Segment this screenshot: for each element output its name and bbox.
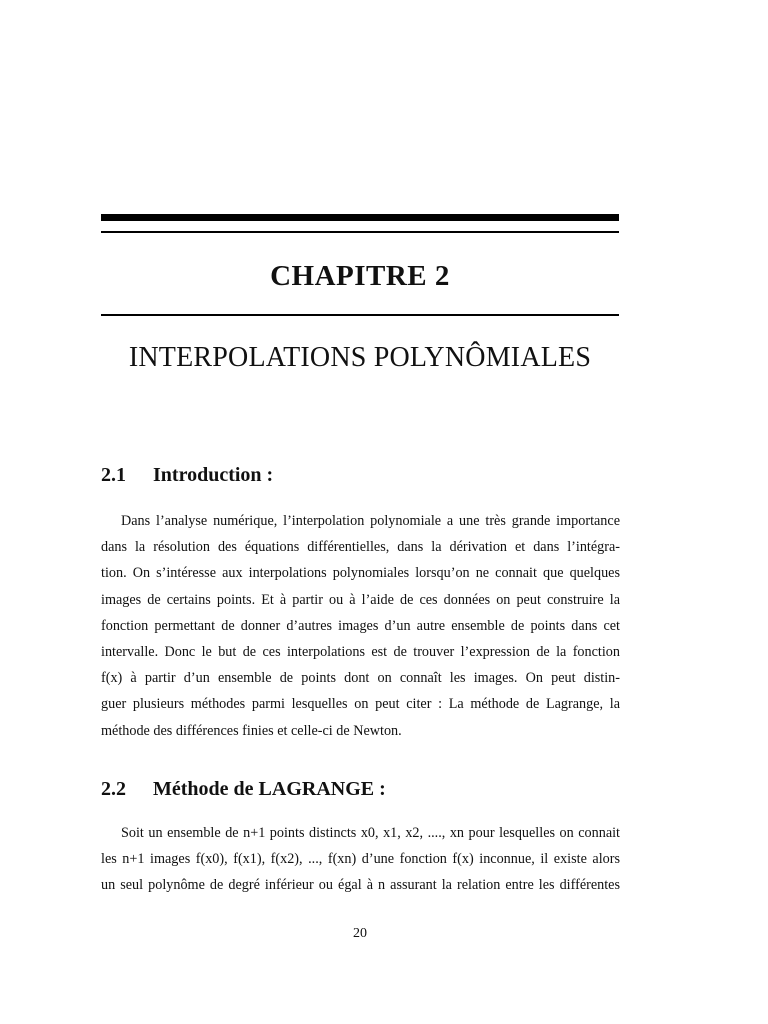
- chapter-label: CHAPITRE 2: [270, 260, 450, 292]
- paragraph-line: images de certains points. Et à partir ou à l’aide de ces données on peut construire la: [101, 591, 620, 608]
- chapter-top-rule-thick: [101, 214, 619, 221]
- section-title: Introduction :: [153, 464, 274, 486]
- section-number: 2.2: [101, 778, 126, 800]
- paragraph-line: Soit un ensemble de n+1 points distincts x0, x1, x2, ...., xn pour lesquelles on connait: [121, 825, 620, 841]
- paragraph-line: Dans l’analyse numérique, l’interpolation polynomiale a une très grande importance: [121, 513, 620, 529]
- chapter-top-rule-thin: [101, 231, 619, 233]
- paragraph-line: un seul polynôme de degré inférieur ou égal à n assurant la relation entre les différentes: [101, 877, 620, 894]
- chapter-middle-rule: [101, 314, 619, 316]
- lagrange-paragraph: [101, 820, 620, 899]
- introduction-paragraph: [101, 508, 620, 744]
- paragraph-line: tion. On s’intéresse aux interpolations polynomiales lorsqu’on ne connait que quelques: [101, 565, 620, 582]
- paragraph-line: fonction permettant de donner d’autres images d’un autre ensemble de points dans cet: [101, 617, 620, 634]
- section-title: Méthode de LAGRANGE :: [153, 778, 386, 800]
- paragraph-line: méthode des différences finies et celle-ci de Newton.: [101, 722, 402, 739]
- paragraph-line: dans la résolution des équations différentielles, dans la dérivation et dans l’intégra-: [101, 539, 620, 556]
- paragraph-line: les n+1 images f(x0), f(x1), f(x2), ..., f(xn) d’une fonction f(x) inconnue, il existe alors: [101, 851, 620, 868]
- paragraph-line: intervalle. Donc le but de ces interpolations est de trouver l’expression de la fonction: [101, 644, 620, 661]
- section-heading-lagrange: [101, 778, 386, 801]
- page-number: 20: [353, 926, 367, 941]
- section-number: 2.1: [101, 464, 126, 486]
- section-heading-introduction: [101, 464, 273, 487]
- paragraph-line: f(x) à partir d’un ensemble de points dont on connaît les images. On peut distin-: [101, 670, 620, 687]
- paragraph-line: guer plusieurs méthodes parmi lesquelles on peut citer : La méthode de Lagrange, la: [101, 696, 620, 713]
- chapter-title: INTERPOLATIONS POLYNÔMIALES: [128, 342, 592, 373]
